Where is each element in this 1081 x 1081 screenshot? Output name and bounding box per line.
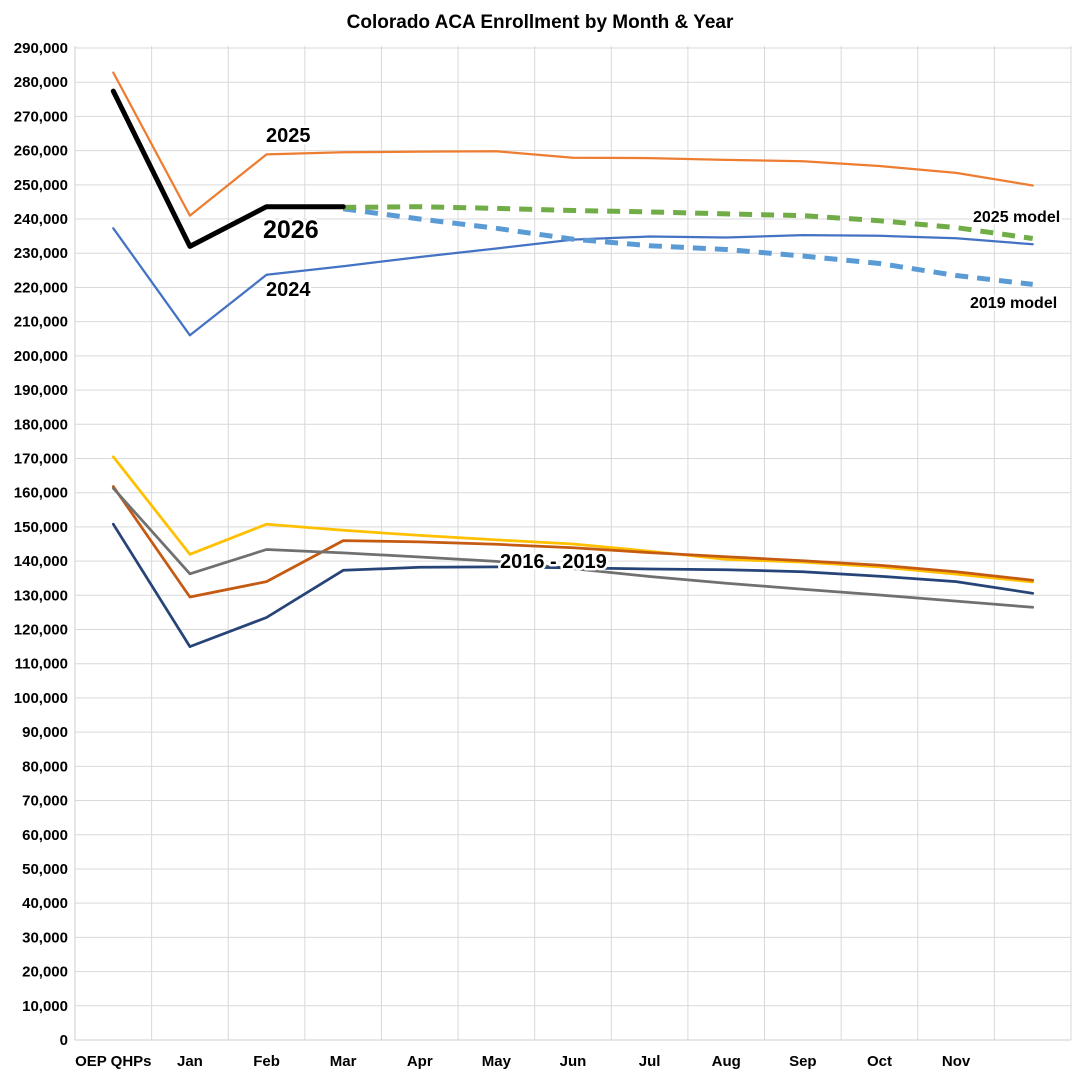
x-tick-label: Oct xyxy=(866,1053,892,1070)
y-tick-label: 250,000 xyxy=(13,176,68,194)
y-tick-label: 50,000 xyxy=(22,860,68,878)
y-tick-label: 130,000 xyxy=(13,587,68,605)
y-tick-label: 10,000 xyxy=(22,997,68,1015)
y-axis-tick-labels xyxy=(14,40,68,1049)
x-tick-label: OEP QHPs xyxy=(75,1053,152,1070)
series-label-2025: 2025 xyxy=(266,125,311,147)
series-line-y2025 xyxy=(113,73,1032,216)
x-tick-label: Apr xyxy=(406,1053,433,1070)
y-tick-label: 270,000 xyxy=(13,108,68,126)
series-label-2024: 2024 xyxy=(266,279,311,301)
y-tick-label: 20,000 xyxy=(22,963,68,981)
x-tick-label: Jun xyxy=(559,1053,587,1070)
series-label-2016-2019: 2016 - 2019 xyxy=(500,551,607,573)
y-tick-label: 0 xyxy=(59,1032,68,1049)
series-label-2026: 2026 xyxy=(263,216,319,244)
x-tick-label: Aug xyxy=(711,1053,741,1070)
y-tick-label: 100,000 xyxy=(13,689,68,707)
y-tick-label: 160,000 xyxy=(13,484,68,502)
y-tick-label: 90,000 xyxy=(22,724,68,742)
y-tick-label: 200,000 xyxy=(13,347,68,365)
y-tick-label: 240,000 xyxy=(13,211,68,229)
y-tick-label: 150,000 xyxy=(13,518,68,536)
y-tick-label: 280,000 xyxy=(13,74,68,92)
x-tick-label: May xyxy=(481,1053,511,1070)
series-line-hist-2018 xyxy=(113,487,1032,598)
y-tick-label: 120,000 xyxy=(13,621,68,639)
y-tick-label: 230,000 xyxy=(13,245,68,263)
y-tick-label: 260,000 xyxy=(13,142,68,160)
y-tick-label: 30,000 xyxy=(22,929,68,947)
y-tick-label: 110,000 xyxy=(14,655,68,673)
series-label-2025-model: 2025 model xyxy=(973,209,1061,226)
x-tick-label: Feb xyxy=(253,1053,280,1070)
y-tick-label: 140,000 xyxy=(13,553,68,571)
y-tick-label: 170,000 xyxy=(13,450,68,468)
y-tick-label: 60,000 xyxy=(22,826,68,844)
y-tick-label: 190,000 xyxy=(13,382,68,400)
y-tick-label: 80,000 xyxy=(22,758,68,776)
y-tick-label: 40,000 xyxy=(22,895,68,913)
x-tick-label: Jan xyxy=(176,1053,203,1070)
y-tick-label: 220,000 xyxy=(13,279,68,297)
series-line-y2024 xyxy=(113,228,1032,335)
x-tick-label: Jul xyxy=(638,1053,661,1070)
y-tick-label: 290,000 xyxy=(13,40,68,57)
x-tick-label: Mar xyxy=(329,1053,357,1070)
x-axis-category-labels xyxy=(75,1053,971,1070)
x-tick-label: Nov xyxy=(941,1053,971,1070)
chart-title: Colorado ACA Enrollment by Month & Year xyxy=(346,12,734,33)
series-label-2019-model: 2019 model xyxy=(970,295,1058,312)
y-tick-label: 210,000 xyxy=(13,313,68,331)
y-tick-label: 180,000 xyxy=(13,416,68,434)
x-tick-label: Sep xyxy=(789,1053,817,1070)
y-tick-label: 70,000 xyxy=(22,792,68,810)
